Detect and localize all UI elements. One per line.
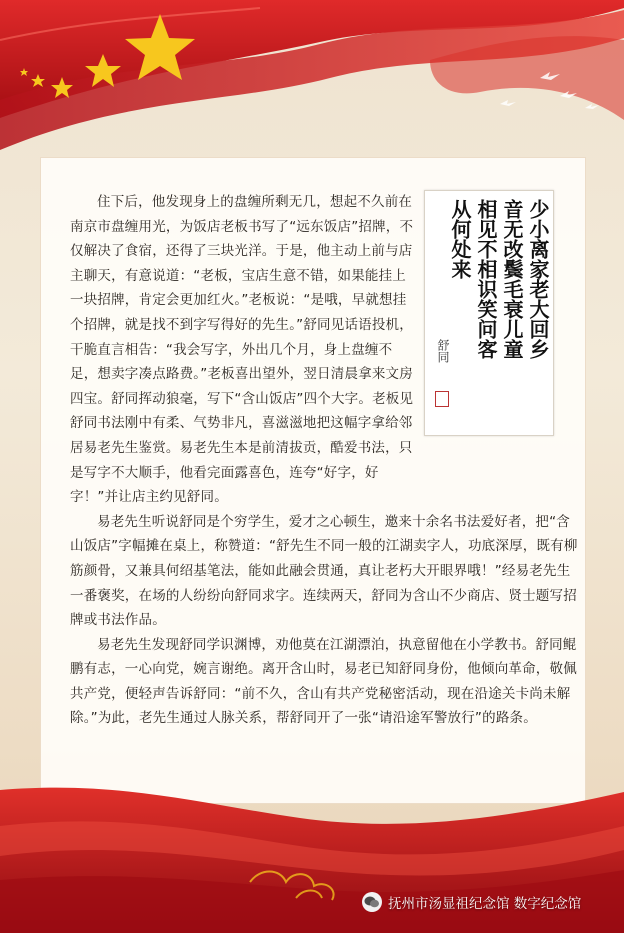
calligraphy-column-2: 音无改鬓毛衰儿童 [500,199,524,359]
footer-watermark [362,889,581,915]
top-red-flag-banner [0,0,624,170]
paragraph-3: 易老先生发现舒同学识渊博，劝他莫在江湖漂泊，执意留他在小学教书。舒同鲲鹏有志，一心向党，婉言谢绝。离开含山时，易老已知舒同身份，他倾向革命，敬佩共产党，便轻声告诉舒同：“前不久，含山有共产党秘密活动，现在沿途关卡尚未解除。”为此，老先生通过人脉关系，帮舒同开了一张“请沿途军警放行”的路条。 [70,636,577,727]
calligraphy-image [424,190,554,436]
calligraphy-column-1: 少小离家老大回乡 [526,199,550,359]
paragraph-2: 易老先生听说舒同是个穷学生，爱才之心顿生，邀来十余名书法爱好者，把“含山饭店”字幅摊在桌上，称赞道：“舒先生不同一般的江湖卖字人，功底深厚，既有柳筋颜骨，又兼具何绍基笔法，能如此融会贯通，真让老朽大开眼界哦！”经易老先生一番褒奖，在场的人纷纷向舒同求字。连续两天，舒同为含山不少商店、贤士题写招牌或书法作品。 [70,513,578,629]
calligraphy-signature: 舒同 [436,339,450,363]
wechat-icon [362,892,382,912]
seal-stamp-icon [435,391,449,407]
calligraphy-column-3: 相见不相识笑问客 [474,199,498,359]
calligraphy-column-4: 从何处来 [448,199,472,279]
footer-source-label: 抚州市汤显祖纪念馆 数字纪念馆 [388,896,582,912]
paragraph-1: 住下后，他发现身上的盘缠所剩无几，想起不久前在南京市盘缠用光，为饭店老板书写了“远东饭店”招牌，不仅解决了食宿，还得了三块光洋。于是，他主动上前与店主聊天，有意说道：“老板，宝店生意不错，如果能挂上一块招牌，肯定会更加红火。”老板说：“是哦，早就想挂个招牌，就是找不到字写得好的先生。”舒同见话语投机，干脆直言相告：“我会写字，外出几个月，身上盘缠不足，想卖字凑点路费。”老板喜出望外，翌日清晨拿来文房四宝。舒同挥动狼毫，写下“含山饭店”四个大字。老板见舒同书法刚中有柔、气势非凡，喜滋滋地把这幅字拿给邻居易老先生鉴赏。易老先生本是前清拔贡，酷爱书法，只是写字不大顺手，他看完面露喜色，连夸“好字，好字！”并让店主约见舒同。 [70,194,414,506]
